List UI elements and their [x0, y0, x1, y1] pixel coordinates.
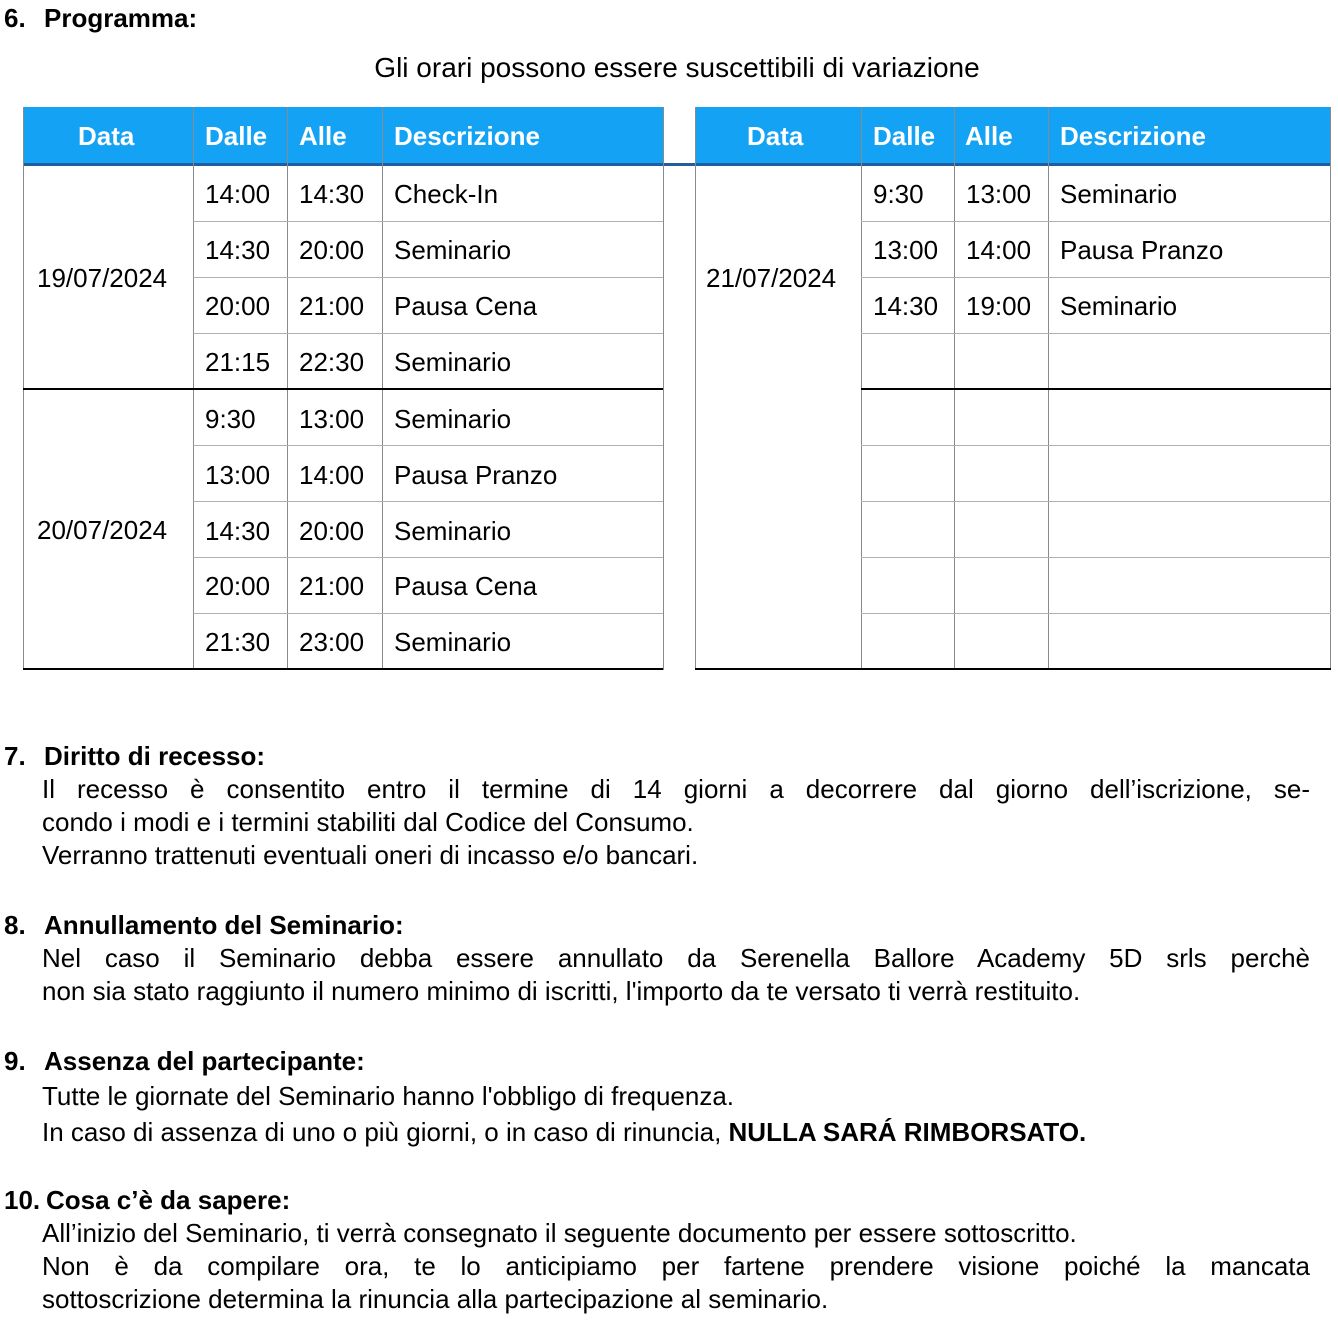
text-line: Il recesso è consentito entro il termine di 14 giorni a decorrere dal giorno dell’iscrizione, se-: [42, 774, 1310, 804]
text-line: Nel caso il Seminario debba essere annullato da Serenella Ballore Academy 5D srls perchè: [42, 943, 1310, 973]
schedule-note: Gli orari possono essere suscettibili di variazione: [374, 52, 980, 83]
cell-alle: 14:30: [299, 179, 365, 209]
text-line-prefix: In caso di assenza di uno o più giorni, o in caso di rinuncia,: [42, 1117, 729, 1147]
cell-alle: 21:00: [299, 291, 365, 321]
text-line: All’inizio del Seminario, ti verrà consegnato il seguente documento per essere sottoscritto.: [42, 1218, 1077, 1248]
cell-dalle: 9:30: [873, 179, 924, 209]
header-alle-left: Alle: [299, 121, 347, 151]
section-number: 10.: [4, 1185, 41, 1215]
cell-alle: 20:00: [299, 235, 365, 265]
cell-dalle: 14:30: [205, 235, 271, 265]
cell-dalle: 21:30: [205, 627, 271, 657]
header-descrizione-right: Descrizione: [1060, 121, 1206, 151]
header-dalle-right: Dalle: [873, 121, 936, 151]
header-descrizione-left: Descrizione: [394, 121, 540, 151]
cell-alle: 14:00: [299, 460, 365, 490]
section-title: Annullamento del Seminario:: [44, 910, 404, 940]
text-line: sottoscrizione determina la rinuncia alla partecipazione al seminario.: [42, 1284, 829, 1314]
day-date: 21/07/2024: [706, 263, 837, 293]
cell-alle: 19:00: [966, 291, 1032, 321]
cell-dalle: 14:00: [205, 179, 271, 209]
cell-descrizione: Seminario: [394, 627, 512, 657]
section-10-body: [42, 1217, 1310, 1316]
cell-descrizione: Seminario: [394, 235, 512, 265]
header-data-right: Data: [747, 121, 804, 151]
cell-dalle: 9:30: [205, 404, 256, 434]
section-9-heading: [4, 1046, 365, 1076]
cell-descrizione: Pausa Pranzo: [394, 460, 558, 490]
section-title: Cosa c’è da sapere:: [46, 1185, 291, 1215]
day-date: 20/07/2024: [37, 515, 168, 545]
schedule-table: [23, 107, 1331, 670]
cell-alle: 21:00: [299, 571, 365, 601]
cell-dalle: 20:00: [205, 291, 271, 321]
text-line: [42, 1114, 1310, 1150]
section-7-heading: [4, 741, 265, 771]
cell-descrizione: Seminario: [1060, 291, 1178, 321]
header-data-left: Data: [78, 121, 135, 151]
section-8-heading: [4, 910, 404, 940]
section-number: 8.: [4, 910, 26, 940]
text-line: Tutte le giornate del Seminario hanno l'obbligo di frequenza.: [42, 1081, 735, 1111]
header-alle-right: Alle: [965, 121, 1013, 151]
cell-descrizione: Pausa Pranzo: [1060, 235, 1224, 265]
section-7-body: [42, 773, 1310, 872]
cell-dalle: 20:00: [205, 571, 271, 601]
table-header-gap: [663, 107, 695, 166]
section-10-heading: [4, 1185, 290, 1215]
section-9-body: [42, 1078, 1310, 1150]
cell-dalle: 21:15: [205, 347, 271, 377]
cell-descrizione: Seminario: [394, 516, 512, 546]
cell-dalle: 13:00: [873, 235, 939, 265]
text-line: non sia stato raggiunto il numero minimo di iscritti, l'importo da te versato ti verrà restituito.: [42, 976, 1081, 1006]
cell-alle: 22:30: [299, 347, 365, 377]
cell-dalle: 14:30: [873, 291, 939, 321]
cell-descrizione: Check-In: [394, 179, 499, 209]
section-title: Programma:: [44, 3, 198, 33]
cell-alle: 20:00: [299, 516, 365, 546]
text-line: Non è da compilare ora, te lo anticipiamo per fartene prendere visione poiché la mancata: [42, 1251, 1310, 1281]
cell-alle: 23:00: [299, 627, 365, 657]
section-number: 6.: [4, 3, 26, 33]
cell-dalle: 13:00: [205, 460, 271, 490]
text-line: condo i modi e i termini stabiliti dal Codice del Consumo.: [42, 807, 694, 837]
cell-alle: 13:00: [966, 179, 1032, 209]
cell-descrizione: Seminario: [394, 347, 512, 377]
text-line: Verranno trattenuti eventuali oneri di incasso e/o bancari.: [42, 840, 699, 870]
cell-alle: 14:00: [966, 235, 1032, 265]
cell-alle: 13:00: [299, 404, 365, 434]
cell-descrizione: Pausa Cena: [394, 291, 538, 321]
section-6-heading: [4, 3, 197, 33]
section-number: 9.: [4, 1046, 26, 1076]
section-title: Diritto di recesso:: [44, 741, 266, 771]
header-dalle-left: Dalle: [205, 121, 268, 151]
cell-descrizione: Seminario: [394, 404, 512, 434]
cell-descrizione: Seminario: [1060, 179, 1178, 209]
cell-descrizione: Pausa Cena: [394, 571, 538, 601]
section-title: Assenza del partecipante:: [44, 1046, 365, 1076]
section-number: 7.: [4, 741, 26, 771]
day-date: 19/07/2024: [37, 263, 168, 293]
section-8-body: [42, 942, 1310, 1008]
cell-dalle: 14:30: [205, 516, 271, 546]
warning-text: NULLA SARÁ RIMBORSATO.: [728, 1117, 1087, 1147]
